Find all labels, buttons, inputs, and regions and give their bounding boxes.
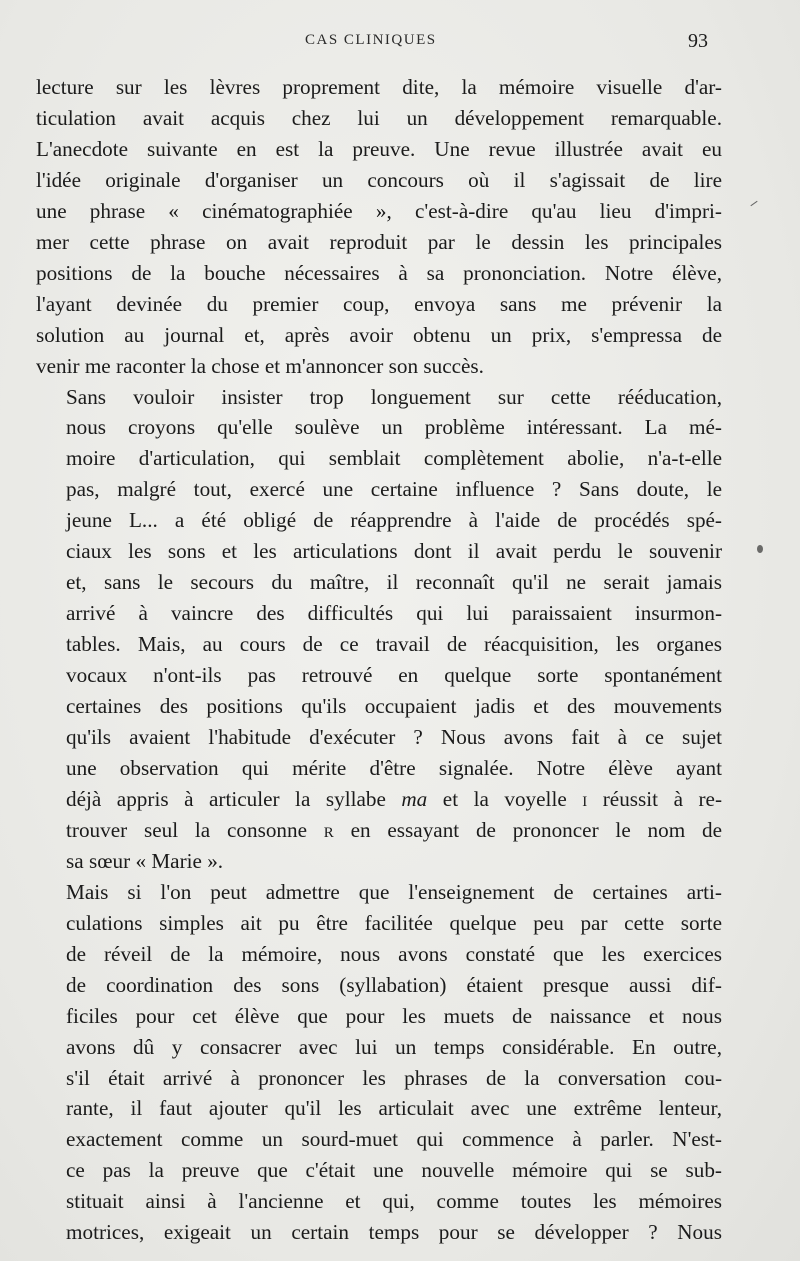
text-line: une observation qui mérite d'être signalée. Notre élève ayant: [66, 755, 722, 780]
text-line: certaines des positions qu'ils occupaient jadis et des mouvements: [66, 694, 722, 719]
text-line: ce pas la preuve que c'était une nouvelle mémoire qui se sub-: [66, 1158, 722, 1183]
text-line: jeune L... a été obligé de réapprendre à l'aide de procédés spé-: [66, 508, 722, 533]
pencil-mark: [750, 201, 757, 206]
text-line: de réveil de la mémoire, nous avons constaté que les exercices: [66, 941, 722, 966]
text-line: L'anecdote suivante en est la preuve. Une revue illustrée avait eu: [36, 136, 722, 161]
text-line: Mais si l'on peut admettre que l'enseignement de certaines arti-: [66, 879, 722, 904]
page-number: 93: [688, 30, 708, 52]
text-line: qu'ils avaient l'habitude d'exécuter ? Nous avons fait à ce sujet: [66, 725, 722, 750]
running-head: CAS CLINIQUES: [305, 32, 437, 48]
text-line: s'il était arrivé à prononcer les phrases de la conversation cou-: [66, 1065, 722, 1090]
text-line: sa sœur « Marie ».: [66, 848, 224, 873]
text-line: positions de la bouche nécessaires à sa prononciation. Notre élève,: [36, 260, 722, 285]
text-fragment: réussit à re-: [587, 786, 722, 811]
text-line: pas, malgré tout, exercé une certaine influence ? Sans doute, le: [66, 477, 722, 502]
text-line: et, sans le secours du maître, il reconnaît qu'il ne serait jamais: [66, 570, 722, 595]
text-line: Sans vouloir insister trop longuement sur cette rééducation,: [66, 384, 722, 409]
text-line: tables. Mais, au cours de ce travail de réacquisition, les organes: [66, 632, 722, 657]
text-line: culations simples ait pu être facilitée quelque peu par cette sorte: [66, 910, 722, 935]
text-line: rante, il faut ajouter qu'il les articulait avec une extrême lenteur,: [66, 1096, 722, 1121]
text-line: lecture sur les lèvres proprement dite, la mémoire visuelle d'ar-: [36, 75, 722, 99]
ink-speck: [757, 545, 763, 553]
text-line: l'idée originale d'organiser un concours où il s'agissait de lire: [36, 167, 722, 192]
text-line: une phrase « cinématographiée », c'est-à-dire qu'au lieu d'impri-: [36, 198, 722, 223]
text-line: mer cette phrase on avait reproduit par le dessin les principales: [36, 229, 722, 254]
text-line-composite: [36, 815, 722, 846]
text-line: ticulation avait acquis chez lui un développement remarquable.: [36, 105, 722, 130]
text-fragment: trouver seul la consonne: [66, 817, 324, 842]
text-line: exactement comme un sourd-muet qui commence à parler. N'est-: [66, 1127, 722, 1152]
text-line: vocaux n'ont-ils pas retrouvé en quelque sorte spontanément: [66, 663, 722, 688]
text-line: venir me raconter la chose et m'annoncer son succès.: [36, 353, 484, 378]
paragraph-3: [36, 877, 722, 1248]
text-line: stituait ainsi à l'ancienne et qui, comme toutes les mémoires: [66, 1189, 722, 1214]
paragraph-2: [36, 382, 722, 877]
text-line: ciaux les sons et les articulations dont il avait perdu le souvenir: [66, 539, 722, 564]
text-line: avons dû y consacrer avec lui un temps considérable. En outre,: [66, 1034, 722, 1059]
text-line: moire d'articulation, qui semblait complètement abolie, n'a-t-elle: [66, 446, 722, 471]
small-caps-letter: r: [323, 817, 334, 842]
text-line: motrices, exigeait un certain temps pour se développer ? Nous: [66, 1220, 722, 1245]
text-line-composite: [36, 784, 722, 815]
text-fragment: et la voyelle: [427, 786, 583, 811]
body-text: [36, 72, 722, 1248]
text-fragment: déjà appris à articuler la syllabe: [66, 786, 402, 811]
paragraph-1: [36, 72, 722, 382]
text-line: de coordination des sons (syllabation) étaient presque aussi dif-: [66, 972, 722, 997]
text-line: arrivé à vaincre des difficultés qui lui paraissaient insurmon-: [66, 601, 722, 626]
text-line: l'ayant devinée du premier coup, envoya sans me prévenir la: [36, 291, 722, 316]
text-fragment: en essayant de prononcer le nom de: [333, 817, 722, 842]
text-line: solution au journal et, après avoir obtenu un prix, s'empressa de: [36, 322, 722, 347]
text-line: nous croyons qu'elle soulève un problème intéressant. La mé-: [66, 415, 722, 440]
italic-syllable: ma: [401, 786, 428, 811]
text-line: ficiles pour cet élève que pour les muets de naissance et nous: [66, 1003, 722, 1028]
small-caps-letter: i: [582, 786, 588, 811]
